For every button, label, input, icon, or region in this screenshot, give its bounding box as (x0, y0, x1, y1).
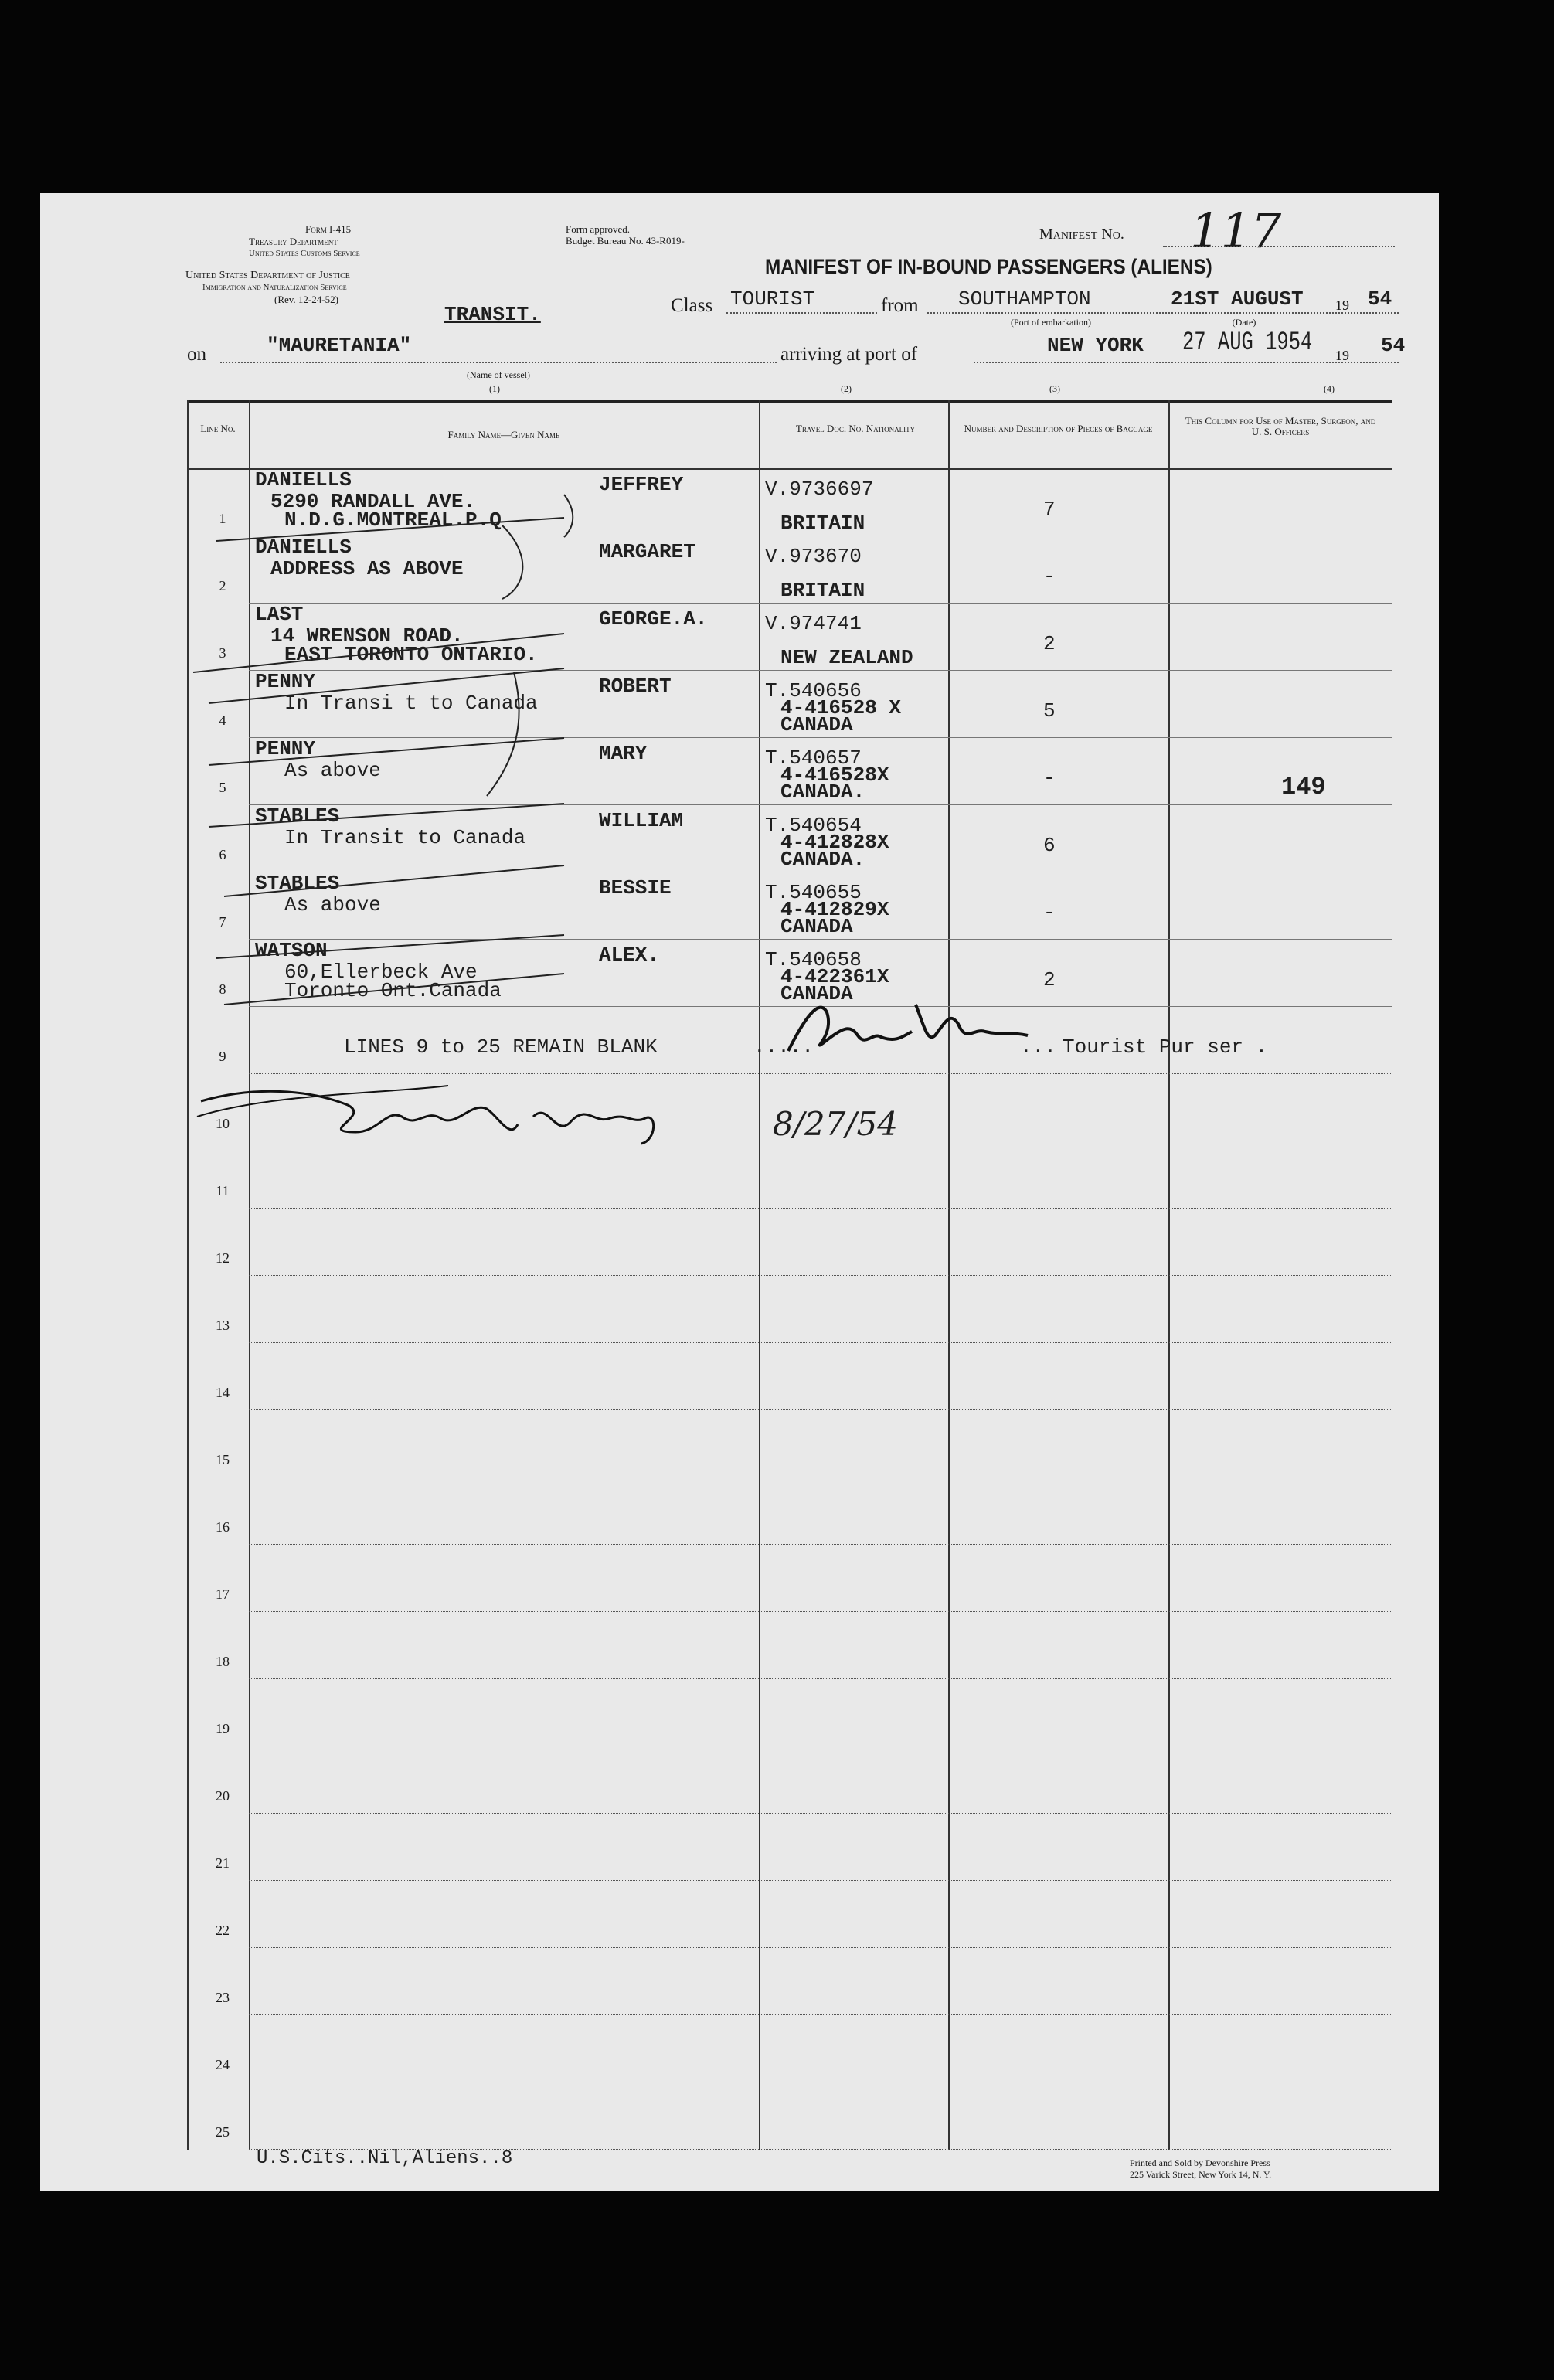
row-divider (249, 1409, 1392, 1410)
col-caption-2: (2) (841, 383, 852, 394)
given-name: MARY (599, 742, 648, 765)
dept-sub: United States Customs Service (249, 249, 360, 258)
col-caption-3: (3) (1049, 383, 1060, 394)
arrival-port: NEW YORK (1047, 334, 1144, 357)
row-divider (249, 1678, 1392, 1679)
arriving-label: arriving at port of (780, 344, 918, 365)
purser-title: Tourist Pur ser . (1063, 1035, 1268, 1059)
port-embark-caption: (Port of embarkation) (1011, 317, 1091, 328)
line-number: 16 (216, 1519, 230, 1535)
row-divider (249, 1880, 1392, 1881)
line-number: 23 (216, 1990, 230, 2005)
blank-lines-note: LINES 9 to 25 REMAIN BLANK (344, 1035, 658, 1059)
line-number: 18 (216, 1654, 230, 1669)
line-number: 8 (219, 981, 226, 997)
nationality: BRITAIN (780, 579, 865, 602)
arrival-year-prefix: 19 (1335, 348, 1349, 363)
check-marks (162, 464, 595, 1020)
line-number: 6 (219, 847, 226, 862)
header-name: Family Name—Given Name (447, 429, 560, 440)
family-name: DANIELLS (255, 468, 352, 491)
class-label: Class (671, 295, 713, 316)
travel-doc-no-2: 4-412828X (780, 831, 889, 854)
revision: (Rev. 12-24-52) (274, 294, 338, 305)
family-name: DANIELLS (255, 536, 352, 559)
address-line-2: EAST TORONTO ONTARIO. (284, 643, 538, 666)
address-line-1: In Transit to Canada (284, 826, 526, 849)
dotted-leader: ..... (753, 1035, 814, 1059)
line-number: 17 (216, 1586, 230, 1602)
line-number: 11 (216, 1183, 230, 1198)
year-suffix: 54 (1368, 287, 1392, 311)
line-number: 15 (216, 1452, 230, 1467)
family-name: PENNY (255, 670, 316, 693)
line-number: 20 (216, 1788, 230, 1804)
header-line-no: Line No. (200, 423, 236, 434)
manifest-no-line (1163, 246, 1395, 247)
baggage-count: 5 (1043, 699, 1056, 722)
address-line-1: In Transi t to Canada (284, 692, 538, 715)
nationality: NEW ZEALAND (780, 646, 913, 669)
on-label: on (187, 344, 206, 365)
address-line-1: 5290 RANDALL AVE. (270, 490, 476, 513)
address-line-1: As above (284, 893, 381, 916)
address-line-2: N.D.G.MONTREAL.P.Q (284, 508, 502, 532)
justice-dept: United States Department of Justice (185, 270, 350, 281)
nationality: CANADA. (780, 848, 865, 871)
nationality: CANADA (780, 713, 853, 736)
from-label: from (881, 295, 919, 316)
address-line-1: ADDRESS AS ABOVE (270, 557, 464, 580)
nationality: BRITAIN (780, 512, 865, 535)
line-number: 14 (216, 1385, 230, 1400)
row-divider (249, 1342, 1392, 1343)
line-number: 7 (219, 914, 226, 930)
line-number: 3 (219, 645, 226, 661)
baggage-count: 2 (1043, 632, 1056, 655)
family-name: LAST (255, 603, 304, 626)
officer-note: 149 (1281, 773, 1326, 801)
manifest-title: MANIFEST OF IN-BOUND PASSENGERS (ALIENS) (765, 255, 1212, 278)
travel-doc-no: T.540655 (765, 881, 862, 904)
line-number: 25 (216, 2124, 230, 2140)
given-name: WILLIAM (599, 809, 684, 832)
travel-doc-no: T.540656 (765, 679, 862, 702)
dotted-leader-2: ... (1020, 1035, 1056, 1059)
given-name: GEORGE.A. (599, 607, 708, 631)
travel-doc-no: V.974741 (765, 612, 862, 635)
manifest-no-label: Manifest No. (1039, 226, 1124, 243)
given-name: JEFFREY (599, 473, 684, 496)
given-name: ROBERT (599, 675, 672, 698)
baggage-count: 6 (1043, 834, 1056, 857)
baggage-count: - (1043, 767, 1056, 790)
arrival-year-suffix: 54 (1381, 334, 1406, 357)
class-line (726, 312, 877, 314)
footer-printer: Printed and Sold by Devonshire Press (1130, 2157, 1270, 2168)
travel-doc-no-2: 4-412829X (780, 898, 889, 921)
officer-signature-date: 8/27/54 (773, 1105, 898, 1143)
nationality: CANADA (780, 982, 853, 1005)
family-name: PENNY (255, 737, 316, 760)
col-caption-1: (1) (489, 383, 500, 394)
travel-doc-no: V.9736697 (765, 478, 874, 501)
arrival-line (974, 362, 1399, 363)
address-line-2: Toronto Ont.Canada (284, 979, 502, 1002)
header-officers: This Column for Use of Master, Surgeon, and U. S. Officers (1185, 415, 1376, 437)
dept-name: Treasury Department (249, 236, 338, 247)
header-baggage: Number and Description of Pieces of Baggage (964, 423, 1153, 434)
baggage-count: - (1043, 565, 1056, 588)
baggage-count: 2 (1043, 968, 1056, 991)
form-number: Form I-415 (305, 223, 352, 235)
line-number: 4 (219, 712, 226, 728)
line-number: 9 (219, 1049, 226, 1064)
given-name: ALEX. (599, 944, 660, 967)
travel-doc-no: V.973670 (765, 545, 862, 568)
footer-counts: U.S.Cits..Nil,Aliens..8 (257, 2148, 513, 2169)
line-number: 5 (219, 780, 226, 795)
date-value: 21ST AUGUST (1171, 287, 1304, 311)
nationality: CANADA. (780, 780, 865, 804)
class-value: TOURIST (730, 287, 815, 311)
travel-doc-no: T.540654 (765, 814, 862, 837)
address-line-1: 60,Ellerbeck Ave (284, 960, 478, 984)
family-name: STABLES (255, 872, 340, 895)
date-caption: (Date) (1232, 317, 1256, 328)
baggage-count: 7 (1043, 498, 1056, 521)
ins-name: Immigration and Naturalization Service (202, 283, 347, 292)
from-line (927, 312, 1399, 314)
row-divider (249, 1544, 1392, 1545)
travel-doc-no-2: 4-422361X (780, 965, 889, 988)
row-divider (249, 1275, 1392, 1276)
line-number: 22 (216, 1923, 230, 1938)
budget-note: Budget Bureau No. 43-R019- (566, 235, 685, 246)
travel-doc-no-2: 4-416528 X (780, 696, 902, 719)
line-number: 24 (216, 2057, 230, 2072)
address-line-1: As above (284, 759, 381, 782)
row-divider (249, 1813, 1392, 1814)
line-number: 10 (216, 1116, 230, 1131)
footer-printer-address: 225 Varick Street, New York 14, N. Y. (1130, 2169, 1272, 2180)
row-divider (249, 1208, 1392, 1209)
line-number: 13 (216, 1318, 230, 1333)
line-number: 1 (219, 511, 226, 526)
given-name: BESSIE (599, 876, 672, 899)
line-number: 21 (216, 1855, 230, 1871)
vessel-name: "MAURETANIA" (267, 334, 412, 357)
line-number: 19 (216, 1721, 230, 1736)
nationality: CANADA (780, 915, 853, 938)
line-number: 12 (216, 1250, 230, 1266)
row-divider (249, 2014, 1392, 2015)
transit-label: TRANSIT. (444, 303, 541, 326)
header-travel: Travel Doc. No. Nationality (795, 423, 916, 434)
line-number: 2 (219, 578, 226, 593)
row-divider (249, 1947, 1392, 1948)
approval-note: Form approved. (566, 223, 631, 235)
vessel-line (220, 362, 777, 363)
year-prefix: 19 (1335, 298, 1349, 313)
travel-doc-no-2: 4-416528X (780, 763, 889, 787)
from-value: SOUTHAMPTON (958, 287, 1091, 311)
table-top-border (187, 400, 1392, 403)
travel-doc-no: T.540657 (765, 746, 862, 770)
given-name: MARGARET (599, 540, 695, 563)
address-line-1: 14 WRENSON ROAD. (270, 624, 464, 648)
travel-doc-no: T.540658 (765, 948, 862, 971)
family-name: STABLES (255, 804, 340, 828)
manifest-no-value: 117 (1190, 202, 1282, 259)
family-name: WATSON (255, 939, 328, 962)
col-caption-4: (4) (1324, 383, 1335, 394)
vessel-caption: (Name of vessel) (467, 369, 530, 380)
arrival-stamp: 27 AUG 1954 (1182, 328, 1313, 358)
row-divider (249, 1611, 1392, 1612)
baggage-count: - (1043, 901, 1056, 924)
purser-signature (780, 989, 1035, 1066)
